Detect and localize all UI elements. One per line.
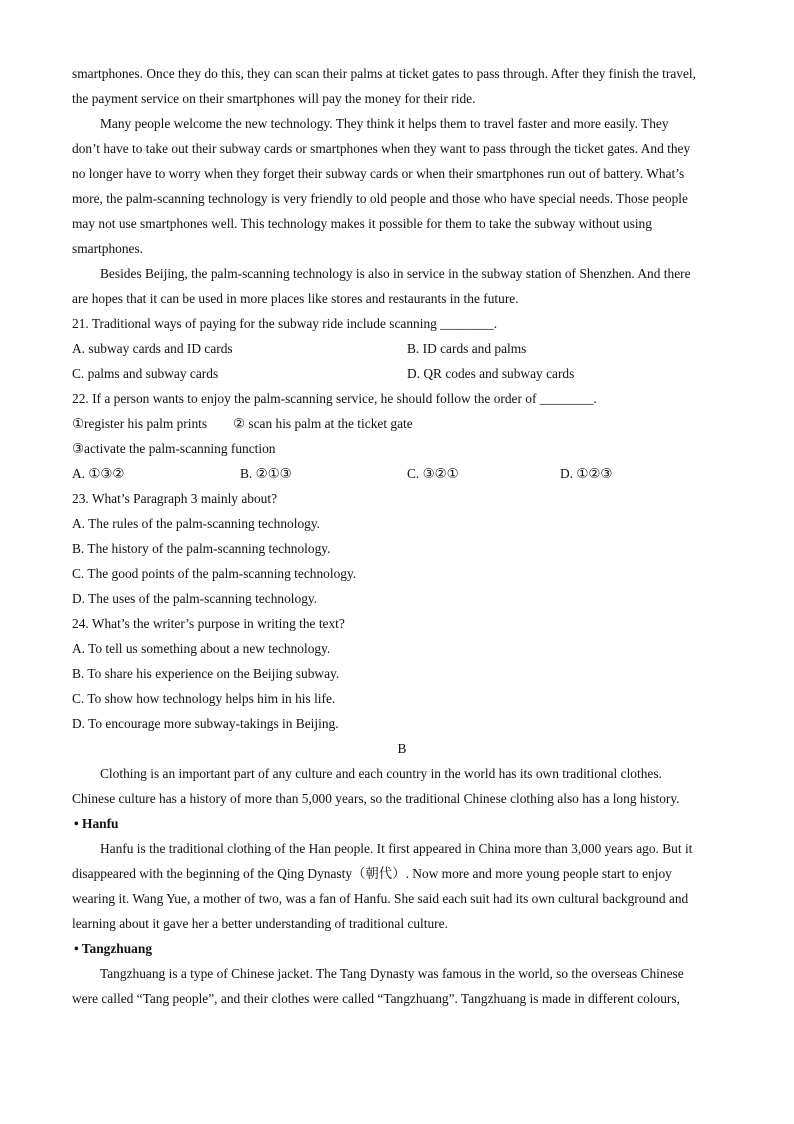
q21-option-b[interactable]: B. ID cards and palms — [407, 341, 527, 356]
q24-option-d[interactable]: D. To encourage more subway-takings in Beijing. — [72, 716, 339, 731]
q22-step-1: ①register his palm prints — [72, 416, 208, 431]
q22-option-c[interactable]: C. ③②① — [407, 466, 459, 481]
paragraph-line: no longer have to worry when they forget their subway cards or when their smartphones run out of battery. What’s — [72, 166, 685, 181]
question-24-stem: 24. What’s the writer’s purpose in writing the text? — [72, 616, 345, 631]
q22-option-a[interactable]: A. ①③② — [72, 466, 125, 481]
question-22-steps-row — [72, 411, 732, 436]
q21-option-c[interactable]: C. palms and subway cards — [72, 366, 219, 381]
tangzhuang-heading: • Tangzhuang — [74, 941, 153, 956]
q23-option-d[interactable]: D. The uses of the palm-scanning technology. — [72, 591, 318, 606]
paragraph-line: Chinese culture has a history of more than 5,000 years, so the traditional Chinese clothing also has a long history. — [72, 791, 680, 806]
paragraph-line: may not use smartphones well. This technology makes it possible for them to take the subway without using — [72, 216, 652, 231]
q24-option-c[interactable]: C. To show how technology helps him in his life. — [72, 691, 336, 706]
paragraph-line: Clothing is an important part of any culture and each country in the world has its own traditional clothes. — [100, 766, 662, 781]
q22-step-3: ③activate the palm-scanning function — [72, 441, 276, 456]
paragraph-line: are hopes that it can be used in more places like stores and restaurants in the future. — [72, 291, 519, 306]
paragraph-line: were called “Tang people”, and their clothes were called “Tangzhuang”. Tangzhuang is made in different colours, — [72, 991, 680, 1006]
question-21-options-row-1 — [72, 336, 732, 361]
paragraph-line: Tangzhuang is a type of Chinese jacket. The Tang Dynasty was famous in the world, so the overseas Chinese — [100, 966, 684, 981]
q22-option-b[interactable]: B. ②①③ — [240, 466, 292, 481]
paragraph-line: smartphones. — [72, 241, 144, 256]
paragraph-line: Hanfu is the traditional clothing of the Han people. It first appeared in China more than 3,000 years ago. But it — [100, 841, 693, 856]
q22-step-2: ② scan his palm at the ticket gate — [233, 416, 413, 431]
paragraph-line: learning about it gave her a better understanding of traditional culture. — [72, 916, 448, 931]
section-b-label: B — [397, 741, 407, 756]
paragraph-line: wearing it. Wang Yue, a mother of two, was a fan of Hanfu. She said each suit had its own cultural background and — [72, 891, 689, 906]
q23-option-a[interactable]: A. The rules of the palm-scanning technology. — [72, 516, 321, 531]
question-21-stem: 21. Traditional ways of paying for the subway ride include scanning ________. — [72, 316, 498, 331]
passage-a-line: smartphones. Once they do this, they can scan their palms at ticket gates to pass through. After they finish the travel, — [72, 66, 696, 81]
paragraph-line: Many people welcome the new technology. They think it helps them to travel faster and more easily. They — [100, 116, 669, 131]
q21-option-a[interactable]: A. subway cards and ID cards — [72, 341, 233, 356]
passage-a-line: the payment service on their smartphones will pay the money for their ride. — [72, 91, 476, 106]
q23-option-b[interactable]: B. The history of the palm-scanning technology. — [72, 541, 331, 556]
paragraph-line: more, the palm-scanning technology is very friendly to old people and those who have special needs. Those people — [72, 191, 688, 206]
paragraph-line: Besides Beijing, the palm-scanning technology is also in service in the subway station of Shenzhen. And there — [100, 266, 691, 281]
question-22-options-row — [72, 461, 732, 486]
q23-option-c[interactable]: C. The good points of the palm-scanning technology. — [72, 566, 357, 581]
q21-option-d[interactable]: D. QR codes and subway cards — [407, 366, 575, 381]
q24-option-a[interactable]: A. To tell us something about a new technology. — [72, 641, 331, 656]
paragraph-line: don’t have to take out their subway cards or smartphones when they want to pass through the ticket gates. And they — [72, 141, 691, 156]
question-22-stem: 22. If a person wants to enjoy the palm-scanning service, he should follow the order of ________. — [72, 391, 597, 406]
q24-option-b[interactable]: B. To share his experience on the Beijing subway. — [72, 666, 340, 681]
q22-option-d[interactable]: D. ①②③ — [560, 466, 613, 481]
exam-page — [72, 61, 732, 1011]
question-23-stem: 23. What’s Paragraph 3 mainly about? — [72, 491, 278, 506]
question-21-options-row-2 — [72, 361, 732, 386]
hanfu-heading: • Hanfu — [74, 816, 119, 831]
paragraph-line: disappeared with the beginning of the Qing Dynasty（朝代）. Now more and more young people start to enjoy — [72, 866, 672, 881]
